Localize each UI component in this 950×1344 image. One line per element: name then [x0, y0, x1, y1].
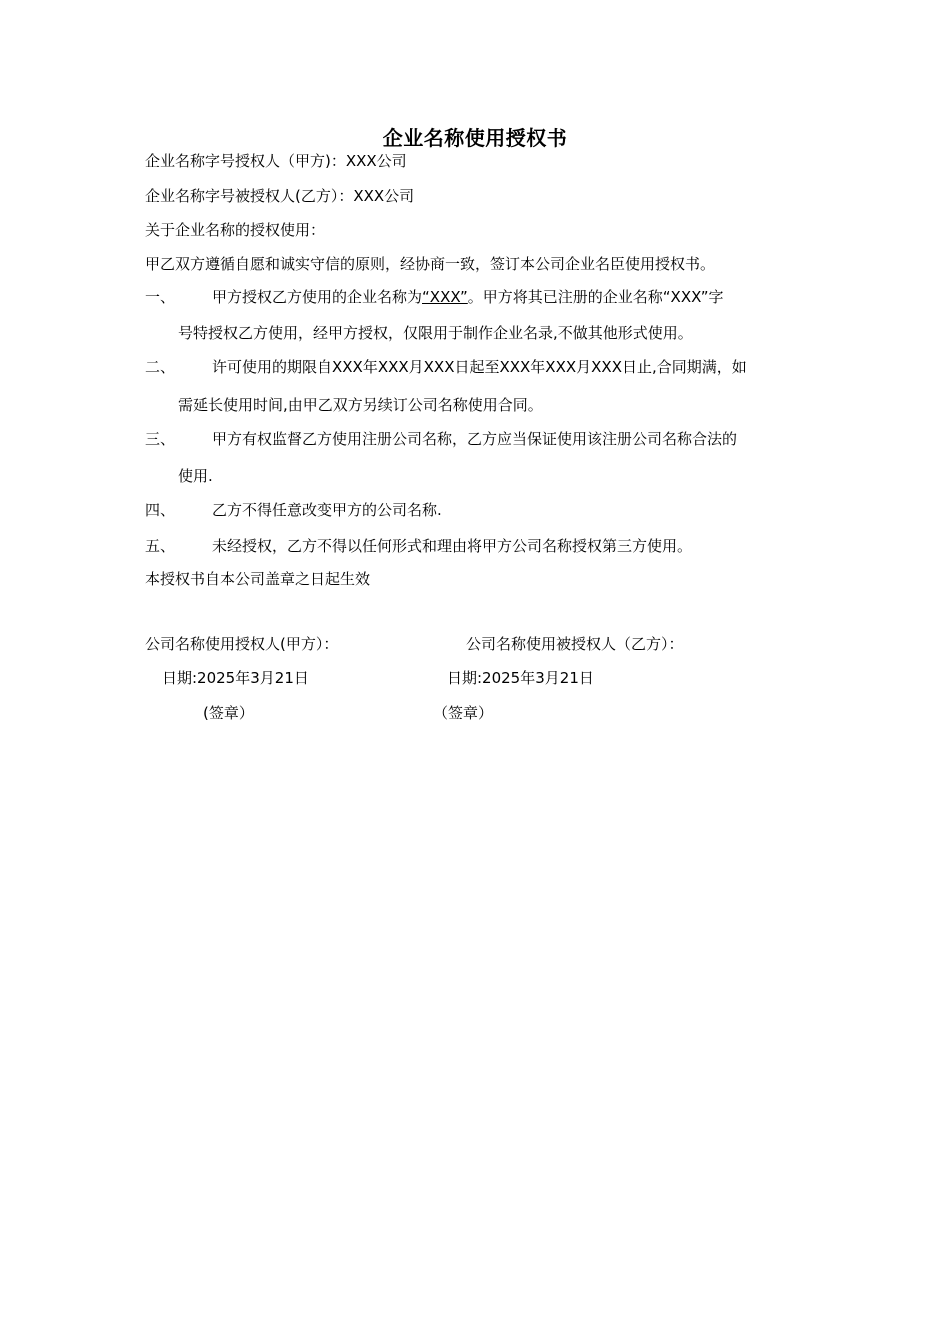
party-b-line: 企业名称字号被授权人(乙方）：XXX公司 — [145, 187, 415, 205]
item-text-before: 甲方授权乙方使用的企业名称为 — [212, 288, 423, 306]
item-text: 未经授权，乙方不得以任何形式和理由将甲方公司名称授权第三方使用。 — [212, 537, 693, 555]
item-text: 甲方有权监督乙方使用注册公司名称，乙方应当保证使用该注册公司名称合法的 — [212, 430, 738, 448]
party-a-seal: (签章） — [203, 704, 254, 722]
item-text: 乙方不得任意改变甲方的公司名称. — [212, 501, 442, 519]
item-continuation: 使用. — [178, 467, 213, 485]
party-b-date: 日期:2025年3月21日 — [447, 669, 594, 687]
party-a-signature-label: 公司名称使用授权人(甲方）： — [145, 635, 339, 653]
item-text-after: 。甲方将其已注册的企业名称“XXX”字 — [467, 288, 724, 306]
underlined-company-name: “XXX” — [422, 288, 468, 306]
item-text — [212, 287, 724, 307]
item-number: 二、 — [145, 358, 176, 376]
effective-line: 本授权书自本公司盖章之日起生效 — [145, 570, 371, 588]
item-number: 一、 — [145, 288, 176, 306]
item-text: 许可使用的期限自XXX年XXX月XXX日起至XXX年XXX月XXX日止,合同期满，如 — [212, 358, 747, 376]
item-number: 五、 — [145, 537, 176, 555]
item-number: 三、 — [145, 430, 176, 448]
about-line: 关于企业名称的授权使用： — [145, 221, 326, 239]
item-continuation: 号特授权乙方使用，经甲方授权，仅限用于制作企业名录,不做其他形式使用。 — [178, 324, 693, 342]
party-a-line: 企业名称字号授权人（甲方)：XXX公司 — [145, 152, 407, 170]
item-number: 四、 — [145, 501, 176, 519]
party-a-date: 日期:2025年3月21日 — [162, 669, 309, 687]
item-continuation: 需延长使用时间,由甲乙双方另续订公司名称使用合同。 — [178, 396, 543, 414]
document-title: 企业名称使用授权书 — [382, 126, 568, 150]
party-b-signature-label: 公司名称使用被授权人（乙方）： — [466, 635, 684, 653]
intro-line: 甲乙双方遵循自愿和诚实守信的原则，经协商一致，签订本公司企业名臣使用授权书。 — [145, 255, 716, 273]
party-b-seal: （签章） — [433, 704, 494, 722]
